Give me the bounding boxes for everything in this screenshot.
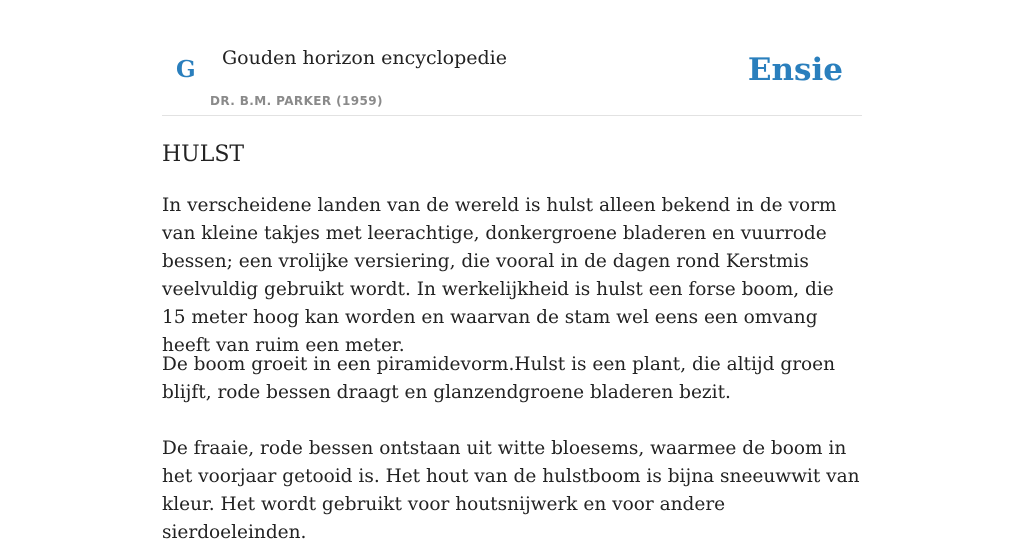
article-paragraph: De boom groeit in een piramidevorm.Hulst is een plant, die altijd groen blijft, rode bessen draagt en glanzendgroene bladeren bezit. — [162, 354, 836, 403]
source-header — [162, 0, 862, 116]
source-title[interactable]: Gouden horizon encyclopedie — [222, 47, 507, 69]
article-paragraph: De fraaie, rode bessen ontstaan uit witte bloesems, waarmee de boom in het voorjaar getooid is. Het hout van de hulstboom is bijna sneeuwwit van kleur. Het wordt gebruikt voor houtsnijwerk en voor andere sierdoeleinden. — [162, 438, 860, 543]
source-logo[interactable]: G — [176, 56, 196, 83]
brand-logo[interactable]: Ensie — [747, 52, 843, 88]
article-title: HULST — [162, 142, 245, 167]
source-author: DR. B.M. PARKER (1959) — [210, 94, 383, 108]
article-paragraph: In verscheidene landen van de wereld is hulst alleen bekend in de vorm van kleine takjes met leerachtige, donkergroene bladeren en vuurrode bessen; een vrolijke versiering, die vooral in de dagen rond Kerstmis veelvuldig gebruikt wordt. In werkelijkheid is hulst een forse boom, die 15 meter hoog kan worden en waarvan de stam wel eens een omvang heeft van ruim een meter. — [162, 195, 837, 356]
